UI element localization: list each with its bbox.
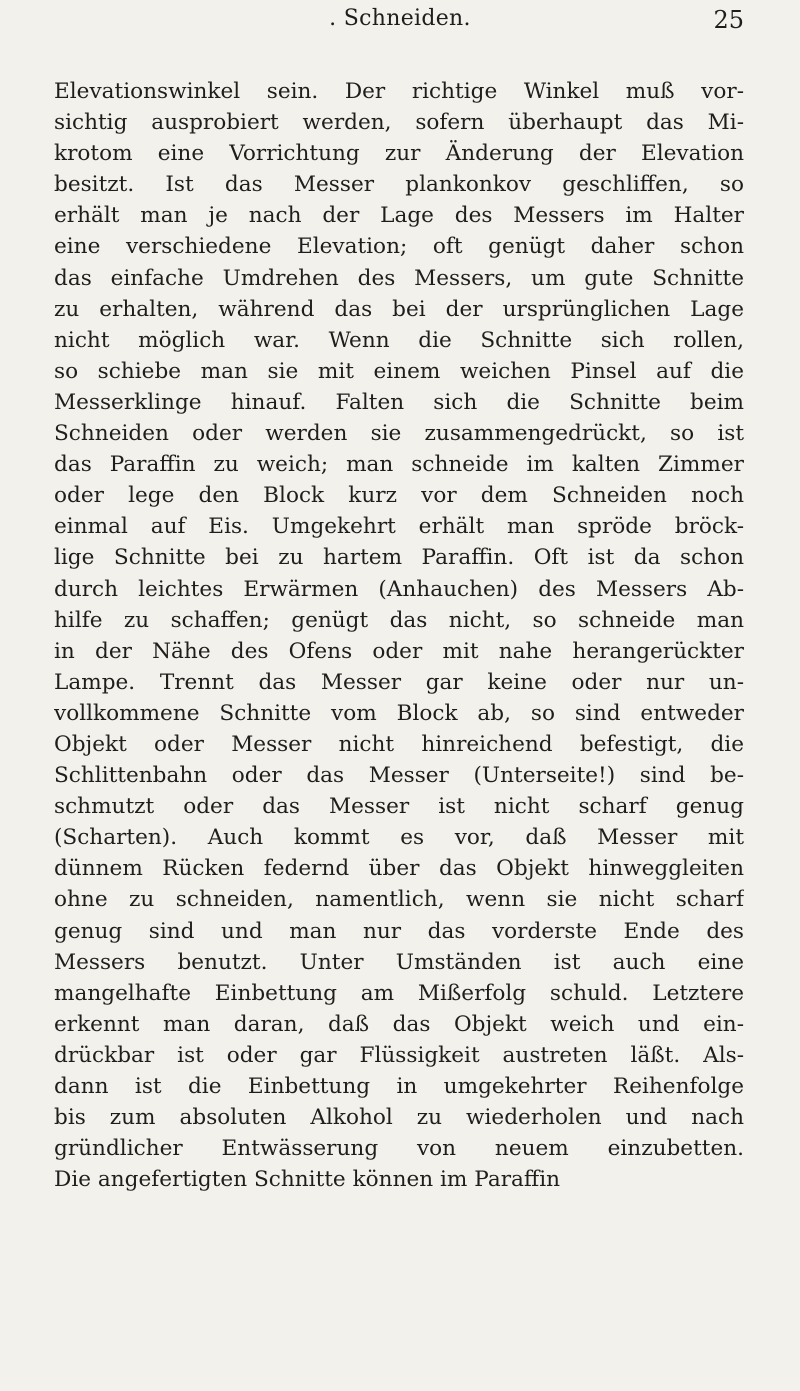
text-line: so schiebe man sie mit einem weichen Pinsel auf die (54, 358, 744, 384)
text-line: zu erhalten, während das bei der ursprünglichen Lage (54, 296, 744, 322)
text-line: sichtig ausprobiert werden, sofern überhaupt das Mi- (54, 110, 744, 136)
text-line: bis zum absoluten Alkohol zu wiederholen und nach (54, 1105, 744, 1131)
text-line: nicht möglich war. Wenn die Schnitte sich rollen, (54, 327, 744, 353)
text-line: ohne zu schneiden, namentlich, wenn sie nicht scharf (54, 887, 744, 913)
text-line: (Scharten). Auch kommt es vor, daß Messer mit (54, 825, 744, 851)
text-line: gründlicher Entwässerung von neuem einzubetten. (54, 1136, 744, 1162)
page-number: 25 (713, 6, 744, 34)
text-line: in der Nähe des Ofens oder mit nahe herangerückter (54, 638, 744, 664)
text-line: vollkommene Schnitte vom Block ab, so sind entweder (54, 700, 744, 726)
text-line: durch leichtes Erwärmen (Anhauchen) des Messers Ab- (54, 576, 744, 602)
text-line: das Paraffin zu weich; man schneide im kalten Zimmer (54, 452, 744, 478)
text-line: Die angefertigten Schnitte können im Paraffin (54, 1167, 561, 1193)
text-line: Objekt oder Messer nicht hinreichend befestigt, die (54, 731, 744, 757)
text-line: eine verschiedene Elevation; oft genügt daher schon (54, 234, 744, 260)
running-title: . Schneiden. (329, 6, 471, 31)
text-line: krotom eine Vorrichtung zur Änderung der Elevation (54, 141, 744, 167)
text-line: dünnem Rücken federnd über das Objekt hinweggleiten (54, 856, 744, 882)
text-line: das einfache Umdrehen des Messers, um gute Schnitte (54, 265, 744, 291)
text-line: Schneiden oder werden sie zusammengedrückt, so ist (54, 421, 744, 447)
text-line: genug sind und man nur das vorderste Ende des (54, 918, 744, 944)
text-line: mangelhafte Einbettung am Mißerfolg schuld. Letztere (54, 980, 744, 1006)
text-line: Messerklinge hinauf. Falten sich die Schnitte beim (54, 389, 744, 415)
text-line: dann ist die Einbettung in umgekehrter Reihenfolge (54, 1074, 744, 1099)
text-line: Messers benutzt. Unter Umständen ist auch eine (54, 949, 744, 975)
text-line: drückbar ist oder gar Flüssigkeit austreten läßt. Als- (54, 1042, 744, 1068)
text-line: einmal auf Eis. Umgekehrt erhält man spröde bröck- (54, 514, 744, 540)
text-line: erkennt man daran, daß das Objekt weich und ein- (54, 1011, 744, 1037)
text-line: Elevationswinkel sein. Der richtige Winkel muß vor- (54, 79, 744, 104)
text-line: lige Schnitte bei zu hartem Paraffin. Oft ist da schon (54, 545, 744, 571)
body-text (54, 76, 744, 1195)
text-line: besitzt. Ist das Messer plankonkov geschliffen, so (54, 172, 744, 198)
text-line: hilfe zu schaffen; genügt das nicht, so schneide man (54, 607, 744, 633)
text-line: oder lege den Block kurz vor dem Schneiden noch (54, 483, 744, 509)
text-line: Schlittenbahn oder das Messer (Unterseite!) sind be- (54, 763, 744, 789)
text-line: erhält man je nach der Lage des Messers im Halter (54, 203, 744, 229)
running-header (0, 6, 800, 42)
text-line: Lampe. Trennt das Messer gar keine oder nur un- (54, 669, 744, 695)
text-line: schmutzt oder das Messer ist nicht scharf genug (54, 794, 744, 820)
